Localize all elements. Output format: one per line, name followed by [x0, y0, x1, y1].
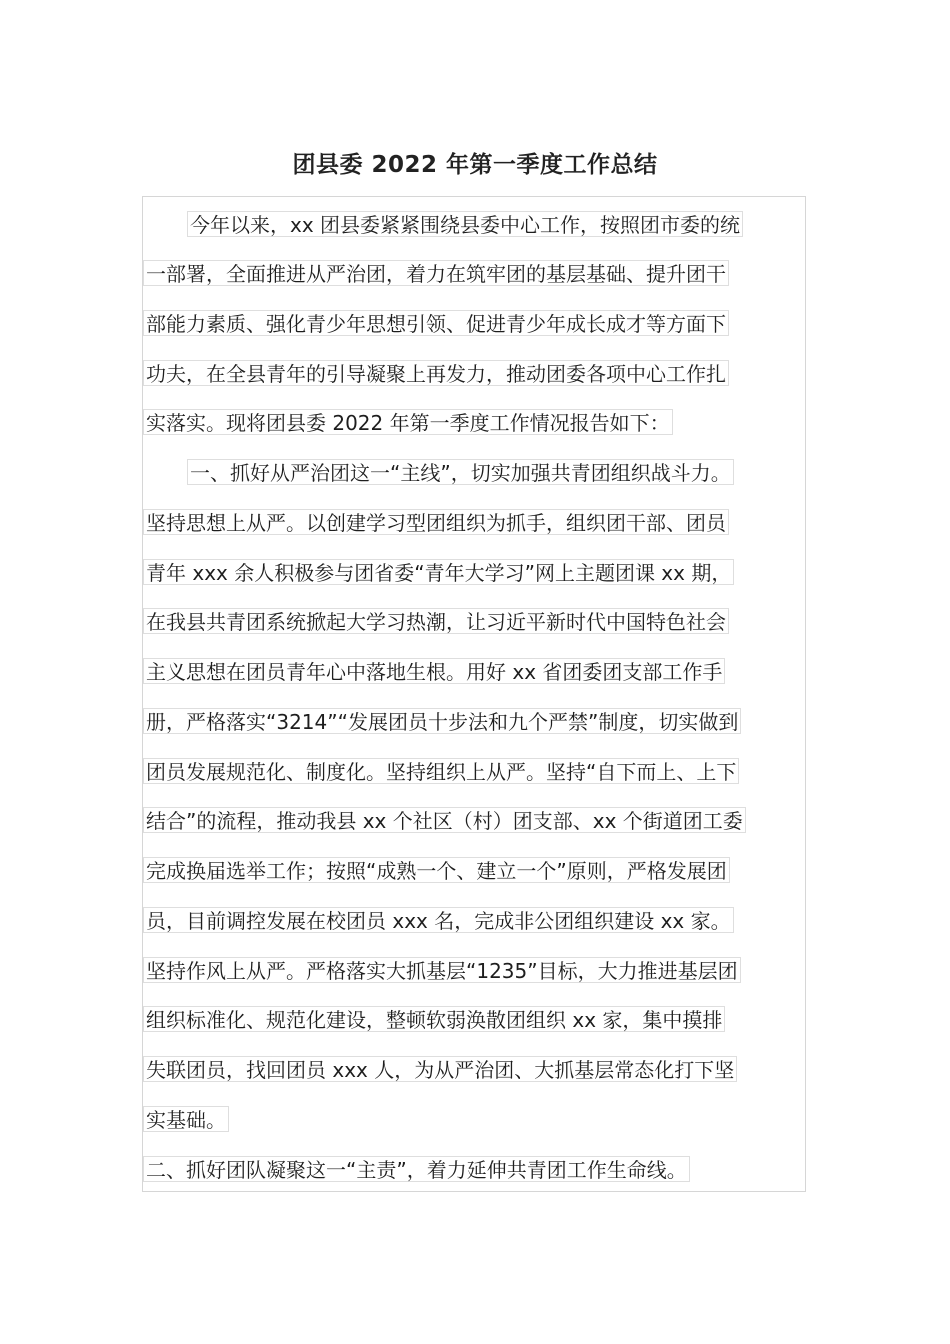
text-line: 册，严格落实“3214”“发展团员十步法和九个严禁”制度，切实做到: [143, 708, 741, 734]
text-line: 失联团员，找回团员 xxx 人，为从严治团、大抓基层常态化打下坚: [143, 1056, 737, 1082]
text-line: 团员发展规范化、制度化。坚持组织上从严。坚持“自下而上、上下: [143, 758, 739, 784]
text-line: 实落实。现将团县委 2022 年第一季度工作情况报告如下：: [143, 409, 673, 435]
text-line: 实基础。: [143, 1106, 229, 1132]
text-line: 部能力素质、强化青少年思想引领、促进青少年成长成才等方面下: [143, 310, 729, 336]
text-line: 主义思想在团员青年心中落地生根。用好 xx 省团委团支部工作手: [143, 658, 725, 684]
text-line: 今年以来，xx 团县委紧紧围绕县委中心工作，按照团市委的统: [187, 211, 743, 237]
text-line: 坚持思想上从严。以创建学习型团组织为抓手，组织团干部、团员: [143, 509, 729, 535]
text-line: 结合”的流程，推动我县 xx 个社区（村）团支部、xx 个街道团工委: [143, 807, 746, 833]
text-line: 完成换届选举工作；按照“成熟一个、建立一个”原则，严格发展团: [143, 857, 730, 883]
text-line: 一部署，全面推进从严治团，着力在筑牢团的基层基础、提升团干: [143, 260, 729, 286]
text-line: 青年 xxx 余人积极参与团省委“青年大学习”网上主题团课 xx 期，: [143, 559, 734, 585]
text-line: 二、抓好团队凝聚这一“主责”，着力延伸共青团工作生命线。: [143, 1156, 690, 1182]
document-title: 团县委 2022 年第一季度工作总结: [292, 152, 658, 178]
text-line: 组织标准化、规范化建设，整顿软弱涣散团组织 xx 家，集中摸排: [143, 1006, 725, 1032]
text-line: 坚持作风上从严。严格落实大抓基层“1235”目标，大力推进基层团: [143, 957, 741, 983]
text-line: 功夫，在全县青年的引导凝聚上再发力，推动团委各项中心工作扎: [143, 360, 729, 386]
text-line: 在我县共青团系统掀起大学习热潮，让习近平新时代中国特色社会: [143, 608, 729, 634]
text-line: 一、抓好从严治团这一“主线”，切实加强共青团组织战斗力。: [187, 459, 734, 485]
body-text-frame: [142, 196, 806, 1192]
text-line: 员，目前调控发展在校团员 xxx 名，完成非公团组织建设 xx 家。: [143, 907, 734, 933]
